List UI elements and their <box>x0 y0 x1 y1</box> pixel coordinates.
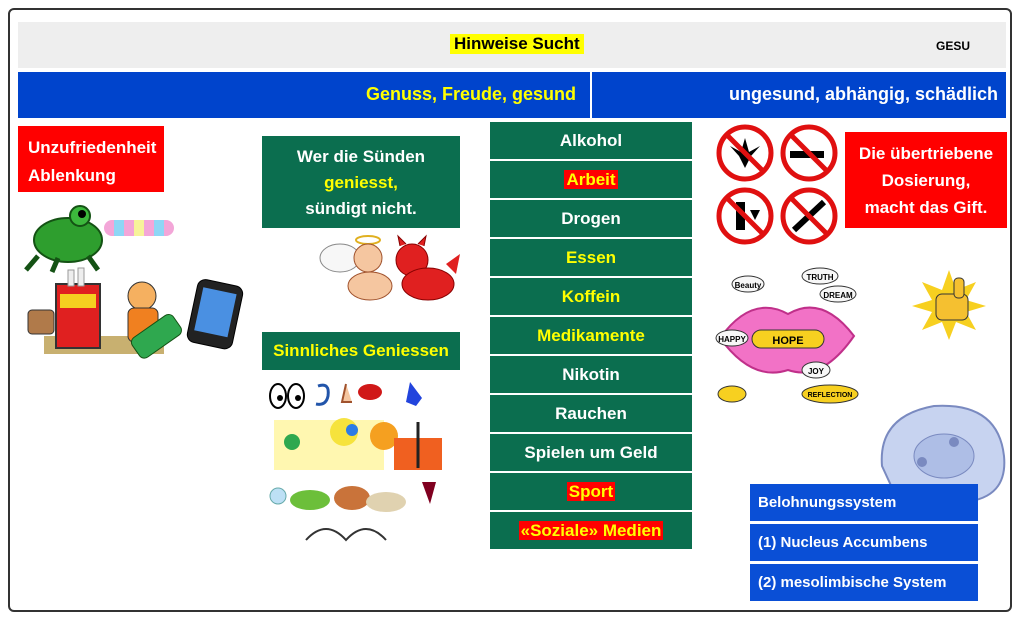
quote-line-1: Wer die Sünden <box>296 147 426 166</box>
sin-quote-box <box>262 136 460 228</box>
addiction-list <box>490 122 692 551</box>
pill-dream: DREAM <box>823 291 853 300</box>
dissatisfaction-box <box>18 126 164 192</box>
distraction-label: Ablenkung <box>28 166 116 185</box>
no-syringe-icon <box>783 190 835 242</box>
pill-beauty: Beauty <box>734 281 762 290</box>
quote-line-3: sündigt nicht. <box>305 199 417 218</box>
list-item-arbeit: Arbeit <box>490 161 692 198</box>
pills-mouth-illustration <box>712 266 862 410</box>
pill-happy: HAPPY <box>718 335 746 344</box>
senses-illustration <box>266 376 460 556</box>
list-item-essen: Essen <box>490 239 692 276</box>
angel-devil-illustration <box>318 234 464 306</box>
dissatisfaction-label: Unzufriedenheit <box>28 138 157 157</box>
no-smoking-icon <box>783 127 835 179</box>
list-item-nikotin: Nikotin <box>490 356 692 393</box>
dosage-line-2: Dosierung, <box>881 171 971 190</box>
category-bar <box>18 72 1006 118</box>
nucleus-accumbens-label: (1) Nucleus Accumbens <box>750 524 978 561</box>
addiction-illustration <box>24 264 250 368</box>
bar-divider <box>590 72 592 118</box>
prohibition-signs <box>716 124 840 246</box>
no-alcohol-icon <box>719 190 771 242</box>
mesolimbic-system-label: (2) mesolimbische System <box>750 564 978 601</box>
list-item-sport: Sport <box>490 473 692 510</box>
list-item-drogen: Drogen <box>490 200 692 237</box>
pill-reflection: REFLECTION <box>807 392 853 399</box>
gesu-tag: GESU <box>936 39 971 53</box>
list-item-rauchen: Rauchen <box>490 395 692 432</box>
list-item-soziale-medien: «Soziale» Medien <box>490 512 692 549</box>
quote-line-2: geniesst, <box>324 173 398 192</box>
dosage-warning-box <box>845 132 1007 228</box>
pill-hope: HOPE <box>772 335 804 347</box>
sensual-enjoyment-title: Sinnliches Geniessen <box>262 332 460 370</box>
list-item-alkohol: Alkohol <box>490 122 692 159</box>
bar-positive-label: Genuss, Freude, gesund <box>365 84 576 104</box>
bar-negative-label: ungesund, abhängig, schädlich <box>728 84 998 104</box>
dosage-line-1: Die übertriebene <box>858 144 994 163</box>
pill-truth: TRUTH <box>806 273 834 282</box>
thumbs-up-icon <box>906 264 992 344</box>
no-cannabis-icon <box>719 127 771 179</box>
list-item-spielen: Spielen um Geld <box>490 434 692 471</box>
reward-system-title: Belohnungssystem <box>750 484 978 521</box>
page-title: Hinweise Sucht <box>450 34 584 54</box>
pill-joy: JOY <box>807 367 825 376</box>
dosage-line-3: macht das Gift. <box>864 198 988 217</box>
list-item-koffein: Koffein <box>490 278 692 315</box>
list-item-medikamente: Medikamente <box>490 317 692 354</box>
